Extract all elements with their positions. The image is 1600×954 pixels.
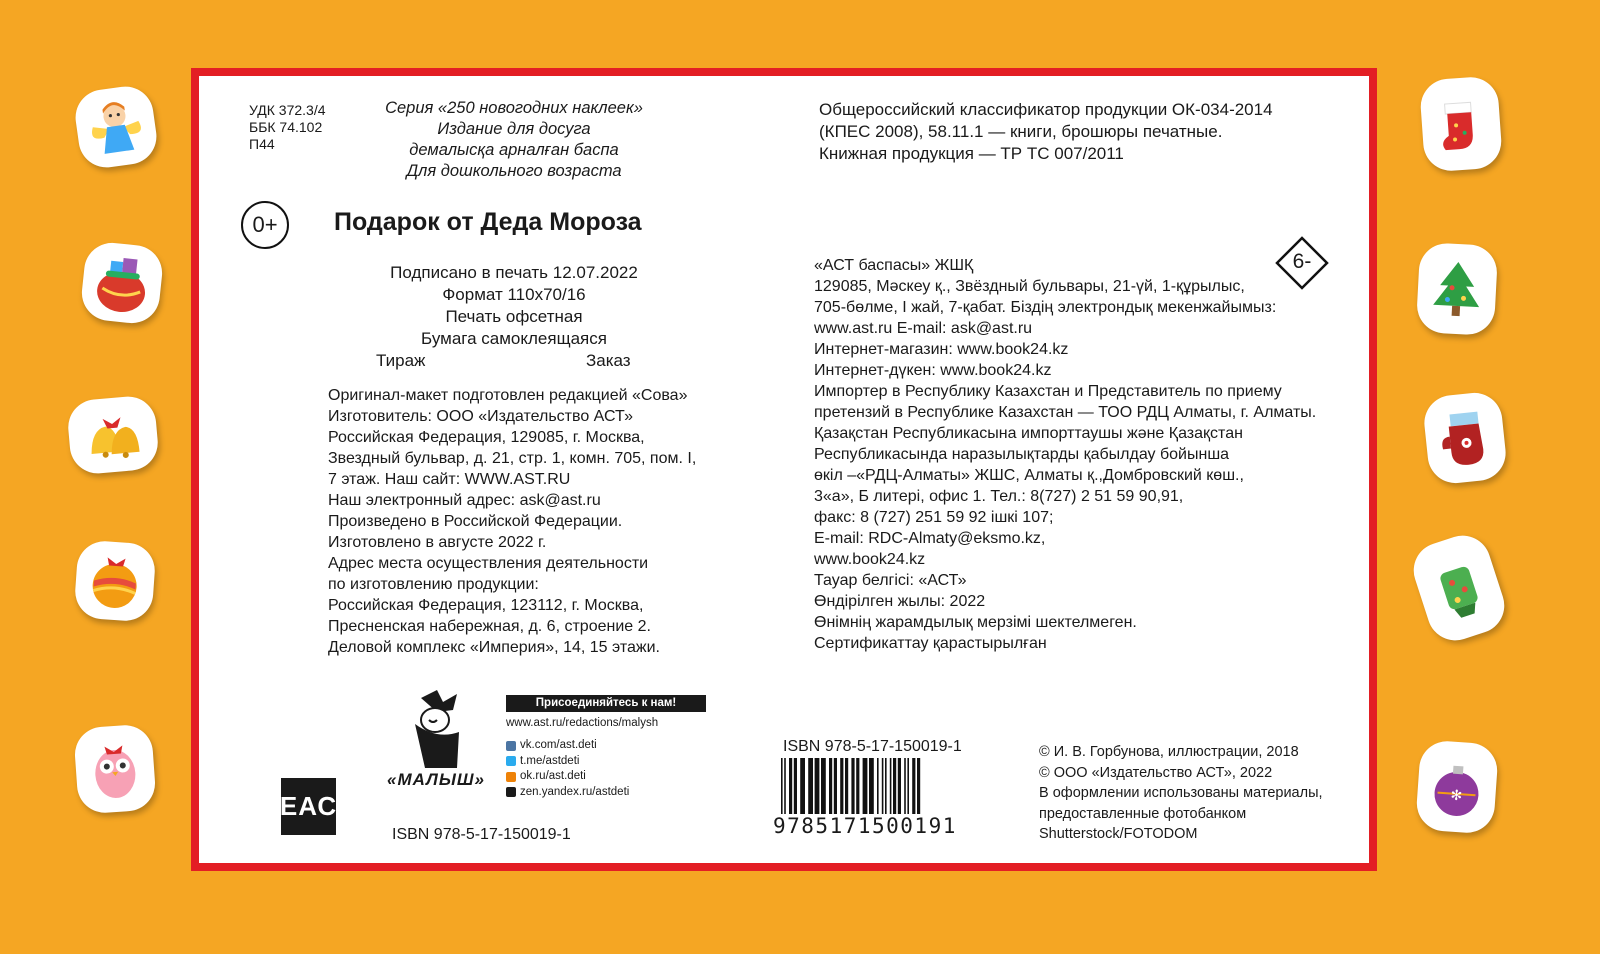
udk-block [249, 102, 326, 153]
barcode-bar [789, 758, 792, 814]
publisher-ru-line: Изготовитель: ООО «Издательство АСТ» [328, 408, 633, 425]
barcode-bar [856, 758, 859, 814]
copyright-line: © ООО «Издательство АСТ», 2022 [1039, 764, 1273, 781]
publisher-kz-line: www.ast.ru E-mail: ask@ast.ru [814, 320, 1033, 337]
eac-text: ЕАС [279, 791, 338, 821]
publisher-ru-line: Деловой комплекс «Империя», 14, 15 этажи. [328, 639, 660, 656]
social-link-text: t.me/astdeti [520, 754, 580, 767]
barcode-bar [863, 758, 868, 814]
copyright-block [1039, 742, 1323, 845]
candy-sticker [1406, 528, 1511, 647]
isbn-text: ISBN 978-5-17-150019-1 [392, 826, 571, 843]
join-banner: Присоединяйтесь к нам! [506, 695, 706, 712]
eac-mark [281, 778, 336, 835]
malysh-logo-text: «МАЛЫШ» [387, 770, 485, 789]
bauble-sticker [73, 539, 156, 622]
print-info-line: Подписано в печать 12.07.2022 [390, 263, 638, 282]
social-link-zen[interactable] [506, 785, 629, 801]
copyright-line: © И. В. Горбунова, иллюстрации, 2018 [1039, 744, 1299, 760]
barcode-bar [869, 758, 874, 814]
malysh-logo [371, 688, 501, 788]
barcode-isbn: ISBN 978-5-17-150019-1 [783, 738, 962, 755]
mitten-sticker [1422, 390, 1509, 486]
publisher-ru-line: Наш электронный адрес: ask@ast.ru [328, 492, 601, 509]
social-link-ok[interactable] [506, 769, 629, 785]
publisher-ru-line: Российская Федерация, 129085, г. Москва, [328, 429, 645, 446]
copyright-line: Shutterstock/FOTODOM [1039, 826, 1198, 842]
publisher-kz-line: «АСТ баспасы» ЖШҚ [814, 257, 974, 274]
publisher-kz-line: Сертификаттау қарастырылған [814, 635, 1047, 652]
classifier-block [819, 99, 1273, 165]
imprint-card [191, 68, 1377, 871]
barcode-bar [877, 758, 879, 814]
ok-icon [506, 772, 516, 782]
publisher-ru-line: Пресненская набережная, д. 6, строение 2. [328, 618, 651, 635]
publisher-ru-line: Оригинал-макет подготовлен редакцией «Сова» [328, 387, 688, 404]
publisher-kz-line: Тауар белгісі: «АСТ» [814, 572, 967, 589]
barcode-bar [890, 758, 892, 814]
barcode-bar [885, 758, 887, 814]
publisher-kz-block [814, 255, 1316, 654]
stocking-sticker [1419, 75, 1503, 172]
barcode-bar [851, 758, 854, 814]
barcode-bar [912, 758, 915, 814]
udk-line: УДК 372.3/4 [249, 102, 326, 118]
bbk-line: ББК 74.102 [249, 119, 323, 135]
publisher-kz-line: факс: 8 (727) 251 59 92 ішкі 107; [814, 509, 1054, 526]
publisher-ru-line: Изготовлено в августе 2022 г. [328, 534, 547, 551]
classifier-line: Общероссийский классификатор продукции ОК-034-2014 [819, 100, 1273, 119]
gift-bag-sticker [79, 240, 165, 326]
barcode-bar [917, 758, 920, 814]
bells-sticker [66, 394, 160, 475]
series-line: Серия «250 новогодних наклеек» [385, 99, 643, 117]
barcode-digits: 9785171500191 [773, 814, 957, 838]
series-line: демалысқа арналған баспа [409, 141, 619, 159]
barcode-bar [821, 758, 826, 814]
zakaz-label: Заказ [586, 351, 631, 370]
publisher-kz-line: 129085, Мәскеу қ., Звёздный бульвары, 21-үй, 1-құрылыс, [814, 278, 1245, 295]
classifier-line: Книжная продукция — ТР ТС 007/2011 [819, 144, 1124, 163]
barcode-bar [898, 758, 901, 814]
telegram-icon [506, 756, 516, 766]
owl-sticker [73, 723, 157, 814]
print-info-line: Формат 110х70/16 [442, 285, 586, 304]
barcode-bar [882, 758, 884, 814]
publisher-kz-line: Интернет-дүкен: www.book24.kz [814, 362, 1052, 379]
social-link-text: ok.ru/ast.deti [520, 770, 586, 782]
barcode-bar [893, 758, 896, 814]
publisher-kz-line: Қазақстан Республикасына импорттаушы және Қазақстан [814, 425, 1243, 442]
barcode-bar [794, 758, 797, 814]
boy-in-hat-icon [371, 688, 501, 770]
barcode-bar [840, 758, 843, 814]
publisher-ru-line: Звездный бульвар, д. 21, стр. 1, комн. 705, пом. I, [328, 450, 697, 467]
publisher-kz-line: өкіл –«РДЦ-Алматы» ЖШС, Алматы қ.,Домбровский көш., [814, 467, 1244, 484]
barcode-bar [784, 758, 786, 814]
publisher-ru-line: Российская Федерация, 123112, г. Москва, [328, 597, 644, 614]
social-link-telegram[interactable] [506, 754, 629, 770]
publisher-ru-block [328, 385, 696, 658]
social-link-text: zen.yandex.ru/astdeti [520, 785, 630, 798]
classifier-line: (КПЕС 2008), 58.11.1 — книги, брошюры печатные. [819, 122, 1223, 141]
series-line: Для дошкольного возраста [406, 162, 622, 180]
publisher-kz-line: 3«а», Б литері, офис 1. Тел.: 8(727) 2 51 59 90,91, [814, 488, 1184, 505]
barcode-bar [834, 758, 837, 814]
author-code: П44 [249, 136, 275, 152]
age-rating-kz-text: 6- [1292, 250, 1312, 273]
copyright-line: В оформлении использованы материалы, [1039, 785, 1323, 801]
publisher-kz-line: Өнімнің жарамдылық мерзімі шектелмеген. [814, 614, 1137, 631]
publisher-kz-line: Өндірілген жылы: 2022 [814, 593, 986, 610]
publisher-kz-line: 705-бөлме, I жай, 7-қабат. Біздің электрондық мекенжайымыз: [814, 299, 1277, 316]
publisher-ru-line: 7 этаж. Наш сайт: WWW.AST.RU [328, 471, 571, 488]
publisher-kz-line: претензий в Республике Казахстан — ТОО РДЦ Алматы, г. Алматы. [814, 404, 1317, 421]
copyright-line: предоставленные фотобанком [1039, 805, 1247, 822]
social-link-vk[interactable] [506, 738, 629, 754]
print-info-line: Бумага самоклеящаяся [421, 329, 607, 348]
barcode [779, 758, 969, 822]
barcode-bar [845, 758, 848, 814]
social-links [506, 738, 629, 800]
print-info-line: Печать офсетная [445, 307, 583, 326]
age-rating-text: 0+ [252, 212, 278, 237]
barcode-bar [815, 758, 820, 814]
publisher-ru-line: Произведено в Российской Федерации. [328, 513, 623, 530]
social-link-text: vk.com/ast.deti [520, 739, 597, 751]
publisher-ru-line: по изготовлению продукции: [328, 576, 539, 593]
angel-sticker [72, 83, 160, 171]
purple-bauble-sticker [1415, 739, 1499, 834]
svg-text:✻: ✻ [1450, 786, 1463, 804]
age-rating-badge [241, 201, 289, 249]
barcode-bar [829, 758, 832, 814]
barcode-bar [907, 758, 909, 814]
vk-icon [506, 741, 516, 751]
series-block [349, 98, 679, 182]
publisher-kz-line: Импортер в Республику Казахстан и Представитель по приему [814, 383, 1282, 400]
christmas-tree-sticker [1416, 242, 1499, 336]
series-line: Издание для досуга [437, 120, 591, 138]
barcode-bar [808, 758, 813, 814]
publisher-kz-line: www.book24.kz [814, 551, 926, 568]
site-link[interactable]: www.ast.ru/redactions/malysh [506, 717, 659, 729]
zen-icon [506, 787, 516, 797]
publisher-ru-line: Адрес места осуществления деятельности [328, 555, 649, 572]
barcode-bar [781, 758, 783, 814]
barcode-bar [800, 758, 805, 814]
barcode-bar [904, 758, 906, 814]
publisher-kz-line: Интернет-магазин: www.book24.kz [814, 341, 1069, 358]
book-title: Подарок от Деда Мороза [334, 208, 642, 236]
tirazh-label: Тираж [376, 351, 426, 370]
print-info [329, 262, 699, 350]
publisher-kz-line: E-mail: RDC-Almaty@eksmo.kz, [814, 530, 1046, 547]
publisher-kz-line: Республикасында наразылықтарды қабылдау бойынша [814, 446, 1230, 463]
